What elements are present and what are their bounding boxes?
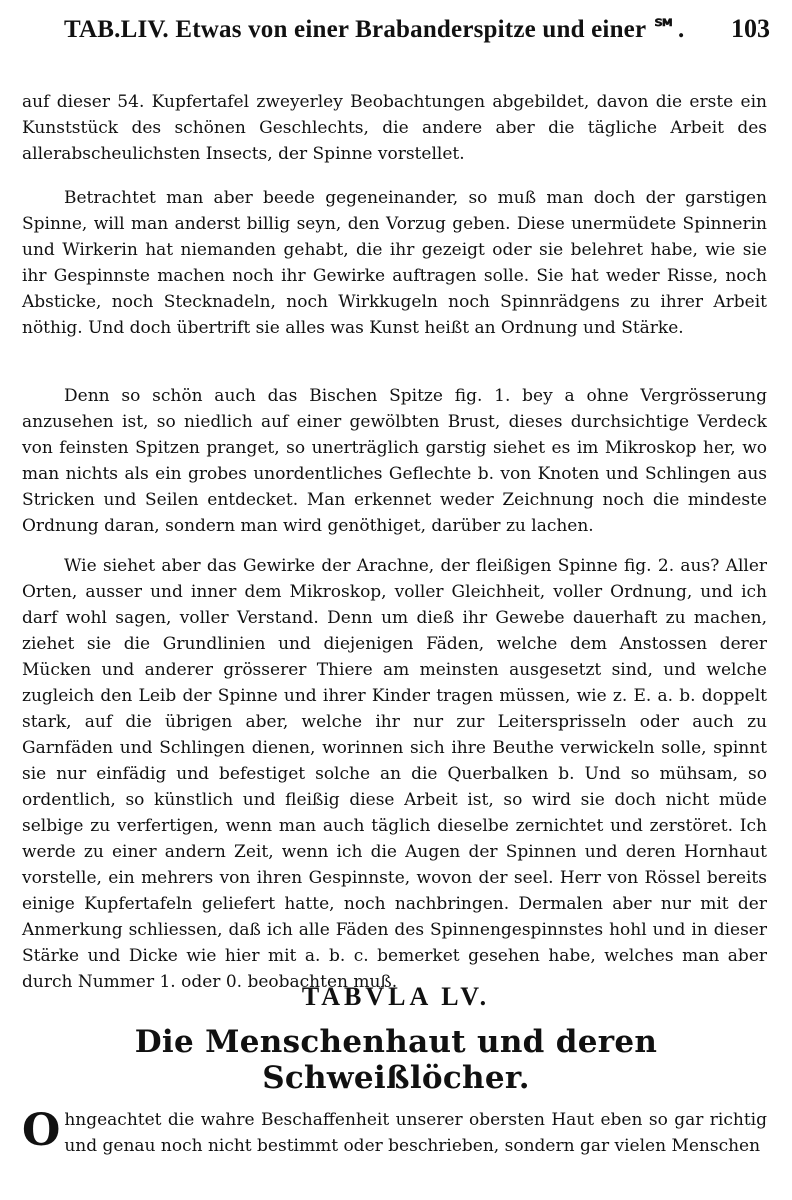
section-title: Die Menschenhaut und deren Schweißlöcher. [134, 1024, 658, 1096]
page-number: 103 [731, 14, 770, 43]
running-title: TAB.LIV. Etwas von einer Brabanderspitze und einer ℠. [64, 16, 685, 43]
page-header [64, 14, 770, 44]
drop-cap-initial: O [22, 1105, 61, 1156]
paragraph-2: Betrachtet man aber beede gegeneinander, so muß man doch der garstigen Spinne, will man anderst billig seyn, den Vorzug geben. Diese unermüdete Spinnerin und Wirkerin hat niemanden gehabt, die ihr gezeigt oder sie belehret habe, wie sie ihr Gespinnste machen noch ihr Gewirke auftragen solle. Sie hat weder Risse, noch Absticke, noch Stecknadeln, noch Wirkkugeln noch Spinnrädgens zu ihrer Arbeit nöthig. Und doch übertrift sie alles was Kunst heißt an Ordnung und Stärke. [22, 188, 767, 338]
paragraph-3: Denn so schön auch das Bischen Spitze fig. 1. bey a ohne Vergrösserung anzusehen ist, so niedlich auf einer gewölbten Brust, dieses durchsichtige Verdeck von feinsten Spitzen pranget, so unerträglich garstig siehet es im Mikroskop her, wo man nichts als ein grobes unordentliches Geflechte b. von Knoten und Schlingen aus Stricken und Seilen entdecket. Man erkennet weder Zeichnung noch die mindeste Ordnung daran, sondern man wird genöthiget, darüber zu lachen. [22, 386, 767, 536]
paragraph-1: auf dieser 54. Kupfertafel zweyerley Beobachtungen abgebildet, davon die erste ein Kunststück des schönen Geschlechts, die andere aber die tägliche Arbeit des allerabscheulichsten Insects, der Spinne vorstellet. [22, 92, 767, 164]
section-intro-text: hngeachtet die wahre Beschaffenheit unserer obersten Haut eben so gar richtig und genau noch nicht bestimmt oder beschrieben, sondern gar vielen Menschen [64, 1110, 767, 1156]
section-intro-paragraph [22, 1107, 767, 1159]
section-label: TABVLA LV. [301, 982, 491, 1011]
paragraph-4: Wie siehet aber das Gewirke der Arachne, der fleißigen Spinne fig. 2. aus? Aller Orten, ausser und inner dem Mikroskop, voller Gleichheit, voller Ordnung, und ich darf wohl sagen, voller Verstand. Denn um dieß ihr Gewebe dauerhaft zu machen, ziehet sie die Grundlinien und diejenigen Fäden, welche dem Anstossen derer Mücken und anderer grösserer Thiere am meinsten ausgesetzt sind, und welche zugleich den Leib der Spinne und ihrer Kinder tragen müssen, wie z. E. a. b. doppelt stark, auf die übrigen aber, welche ihr nur zur Leitersprisseln oder auch zu Garnfäden und Schlingen dienen, worinnen sich ihre Beuthe verwickeln solle, spinnt sie nur einfädig und befestiget solche an die Querbalken b. Und so mühsam, so ordentlich, so künstlich und fleißig diese Arbeit ist, so wird sie doch nicht müde selbige zu verfertigen, wenn man auch täglich dieselbe zernichtet und zerstöret. Ich werde zu einer andern Zeit, wenn ich die Augen der Spinnen und deren Hornhaut vorstelle, ein mehrers von ihren Gespinnste, wovon der seel. Herr von Rössel bereits einige Kupfertafeln geliefert hatte, noch nachbringen. Dermalen aber nur mit der Anmerkung schliessen, daß ich alle Fäden des Spinnengespinnstes hohl und in dieser Stärke und Dicke wie hier mit a. b. c. bemerket gesehen habe, welches man aber durch Nummer 1. oder 0. beobachten muß. [22, 556, 767, 992]
